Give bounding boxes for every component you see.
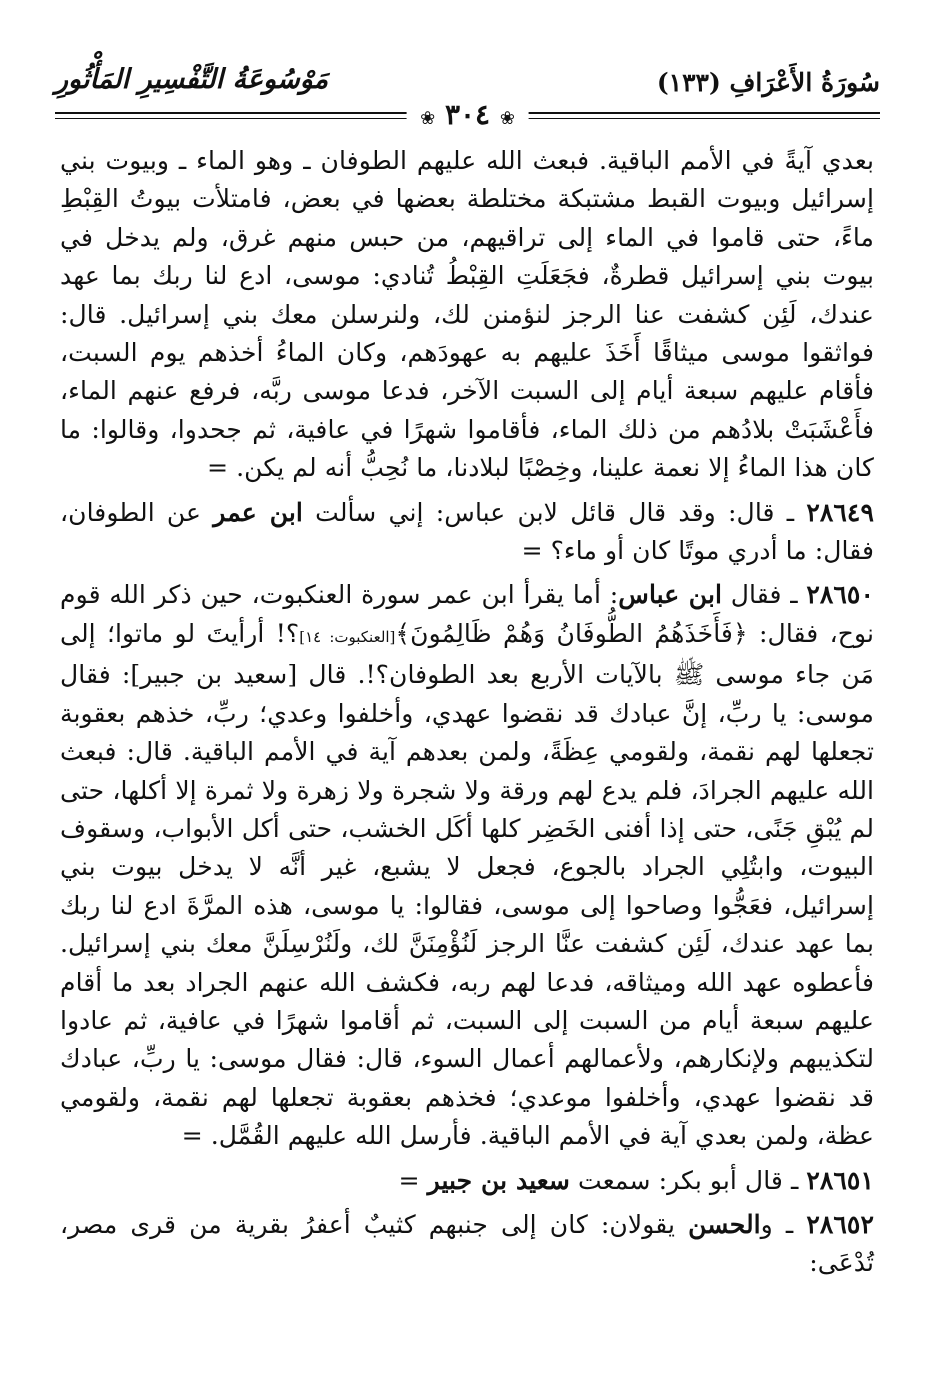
narration-number: ٢٨٦٥٢ [806,1208,874,1239]
paragraph [60,1205,874,1283]
narrator-name: ابن عمر [213,496,303,527]
ornament-icon: ❀ [420,108,436,129]
paragraph-text: بعدي آيةً في الأمم الباقية. فبعث الله عليهم الطوفان ـ وهو الماء ـ وبيوت بني إسرائيل وبيوت القبط مشتبكة مختلطة بعضها في بعض، فامتلأت بيوتُ القِبْطِ ماءً، حتى قاموا في الماء إلى تراقيهم، من حبس منهم غرق، ولم يدخل في بيوت بني إسرائيل قطرةٌ، فجَعَلَتِ القِبْطُ تُنادي: موسى، ادع لنا ربك بما عهد عندك، لَئِن كشفت عنا الرجز لنؤمنن لك، ولنرسلن معك بني إسرائيل. قال: فواثقوا موسى ميثاقًا أَخَذَ عليهم به عهودَهم، وكان الماءُ أخذهم يوم السبت، فأقام عليهم سبعة أيام إلى السبت الآخر، فدعا موسى ربَّه، فرفع عنهم الماء، فأَعْشَبَتْ بلادُهم من ذلك الماء، فأقاموا شهرًا في عافية، ثم جحدوا، وقالوا: ما كان هذا الماءُ إلا نعمة علينا، وخِصْبًا لبلادنا، ما نُحِبُّ أنه لم يكن. = [60,146,874,483]
paragraph-text: = [398,1165,428,1195]
paragraph [60,575,874,1155]
paragraph [60,142,874,488]
page-number: ٣٠٤ [444,98,491,131]
narrator-name: سعيد بن جبير [427,1164,571,1195]
narrator-name: ابن عباس [618,579,722,610]
paragraph-lead: ـ قال: وقد قال قائل لابن عباس: إني سألت [302,497,807,527]
quran-reference: [العنكبوت: ١٤] [299,627,396,646]
body-text [60,142,874,1288]
paragraph [60,493,874,571]
paragraph-lead: ـ و [760,1209,807,1239]
paragraph-text-continued: ؟! أرأيتَ لو ماتوا؛ إلى مَن جاء موسى ﷺ بالآيات الأربع بعد الطوفان؟!. قال [سعيد بن جبير]: فقال موسى: يا ربِّ، إنَّ عبادك قد نقضوا عهدي، وأخلفوا وعدي؛ ربِّ، خذهم بعقوبة تجعلها لهم نقمة، ولقومي عِظَةً، ولمن بعدهم آية في الأمم الباقية. قال: فبعث الله عليهم الجرادَ، فلم يدع لهم ورقة ولا شجرة ولا زهرة ولا ثمرة إلا أكلها، حتى لم يُبْقِ جَنًى، حتى إذا أفنى الخَضِر كلها أكَل الخشب، حتى أكل الأبواب، وسقوف البيوت، وابتُلِي الجراد بالجوع، فجعل لا يشبع، غير أنَّه لا يدخل بيوت بني إسرائيل، فعَجُّوا وصاحوا إلى موسى، فقالوا: يا موسى، هذه المرَّةَ ادع لنا ربك بما عهد عندك، لَئِن كشفت عنَّا الرجز لَنُؤْمِنَنَّ لك، ولَنُرْسِلَنَّ معك بني إسرائيل. فأعطوه عهد الله وميثاقه، فدعا لهم ربه، فكشف الله عنهم الجراد بعد ما أقام عليهم سبعة أيام من السبت إلى السبت، ثم أقاموا شهرًا في عافية، ثم عادوا لتكذيبهم ولإنكارهم، ولأعمالهم أعمال السوء، قال: فقال موسى: يا ربِّ، عبادك قد نقضوا عهدي، وأخلفوا موعدي؛ فخذهم بعقوبة تجعلها لهم نقمة، ولقومي عظة، ولمن بعدي آية في الأمم الباقية. فأرسل الله عليهم القُمَّل. = [60,618,874,1151]
ornament-icon: ❀ [499,108,515,129]
paragraph-lead: ـ قال أبو بكر: سمعت [570,1165,807,1195]
paragraph [60,1161,874,1200]
paragraph-text: عن الطوفان، فقال: ما أدري موتًا كان أو ماء؟ = [60,497,874,566]
page-number-box [406,98,529,131]
paragraph-lead: ـ فقال [721,580,807,610]
narration-number: ٢٨٦٥٠ [806,579,874,610]
narrator-name: الحسن [688,1208,761,1239]
book-title: مَوْسُوعَةُ التَّفْسِيرِ المَأْثُورِ [55,64,329,95]
narration-number: ٢٨٦٥١ [806,1164,874,1195]
paragraph-text: يقولان: كان إلى جنبهم كثيبٌ أعفرُ بقرية من قرى مصر، تُدْعَى: [60,1209,874,1278]
narration-number: ٢٨٦٤٩ [806,496,874,527]
paragraph-text: : أما يقرأ ابن عمر سورة العنكبوت، حين ذكر الله قوم نوح، فقال: ﴿فَأَخَذَهُمُ الطُّوفَانُ وَهُمْ ظَالِمُونَ﴾ [60,580,875,648]
surah-title: سُورَةُ الأَعْرَافِ (١٣٣) [656,68,880,97]
page-header [55,62,880,131]
